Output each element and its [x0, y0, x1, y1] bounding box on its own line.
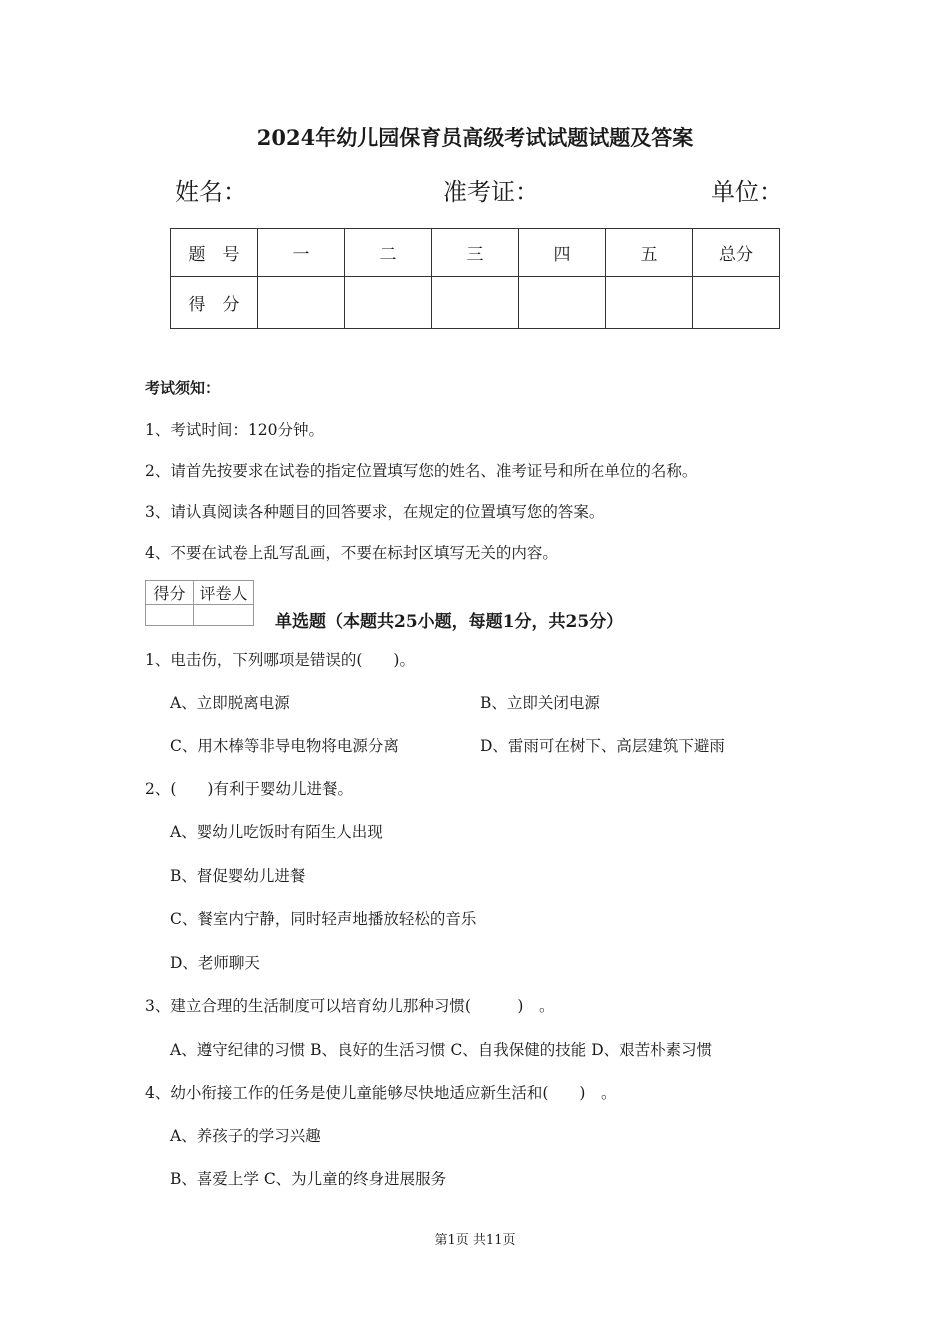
- grader-blank-cell: [194, 605, 254, 626]
- grader-box: [145, 580, 254, 626]
- name-label: 姓名：: [175, 178, 247, 206]
- score-blank-cell: [258, 277, 345, 329]
- question-stem: 4、幼小衔接工作的任务是使儿童能够尽快地适应新生活和( ) 。: [145, 1084, 617, 1102]
- notice-item: 4、不要在试卷上乱写乱画，不要在标封区填写无关的内容。: [145, 544, 558, 562]
- score-row-label: 得 分: [171, 277, 258, 329]
- notice-item: 1、考试时间：120分钟。: [145, 421, 324, 439]
- score-header-cell: 题 号: [171, 229, 258, 277]
- question-option: C、用木棒等非导电物将电源分离: [170, 737, 399, 755]
- unit-label: 单位：: [711, 178, 783, 206]
- question-option: A、遵守纪律的习惯 B、良好的生活习惯 C、自我保健的技能 D、艰苦朴素习惯: [170, 1041, 713, 1059]
- grader-score-label: 得分: [146, 581, 194, 605]
- score-blank-cell: [519, 277, 606, 329]
- score-header-cell: 总分: [693, 229, 780, 277]
- score-blank-cell: [345, 277, 432, 329]
- question-option: A、立即脱离电源: [170, 694, 290, 712]
- score-blank-cell: [606, 277, 693, 329]
- score-blank-cell: [432, 277, 519, 329]
- question-option: D、雷雨可在树下、高层建筑下避雨: [480, 737, 725, 755]
- question-option: D、老师聊天: [170, 954, 260, 972]
- section-title: 单选题（本题共25小题，每题1分，共25分）: [275, 612, 624, 632]
- score-table: [170, 228, 780, 329]
- score-header-cell: 二: [345, 229, 432, 277]
- grader-blank-cell: [146, 605, 194, 626]
- question-option: A、婴幼儿吃饭时有陌生人出现: [170, 823, 383, 841]
- score-header-cell: 五: [606, 229, 693, 277]
- question-option: B、立即关闭电源: [480, 694, 600, 712]
- score-header-cell: 一: [258, 229, 345, 277]
- question-stem: 1、电击伤，下列哪项是错误的( )。: [145, 651, 415, 669]
- grader-reviewer-label: 评卷人: [194, 581, 254, 605]
- question-stem: 3、建立合理的生活制度可以培育幼儿那种习惯( ) 。: [145, 997, 555, 1015]
- question-option: B、喜爱上学 C、为儿童的终身进展服务: [170, 1170, 447, 1188]
- exam-id-label: 准考证：: [443, 178, 539, 206]
- score-header-cell: 四: [519, 229, 606, 277]
- question-option: C、餐室内宁静，同时轻声地播放轻松的音乐: [170, 910, 477, 928]
- notice-item: 3、请认真阅读各种题目的回答要求，在规定的位置填写您的答案。: [145, 503, 605, 521]
- question-stem: 2、( )有利于婴幼儿进餐。: [145, 780, 353, 798]
- score-header-cell: 三: [432, 229, 519, 277]
- question-option: B、督促婴幼儿进餐: [170, 867, 306, 885]
- score-blank-cell: [693, 277, 780, 329]
- page-footer: 第1页 共11页: [434, 1233, 516, 1248]
- notice-item: 2、请首先按要求在试卷的指定位置填写您的姓名、准考证号和所在单位的名称。: [145, 462, 698, 480]
- notice-heading: 考试须知：: [145, 379, 221, 397]
- question-option: A、养孩子的学习兴趣: [170, 1127, 321, 1145]
- page-title: 2024年幼儿园保育员高级考试试题试题及答案: [256, 125, 694, 150]
